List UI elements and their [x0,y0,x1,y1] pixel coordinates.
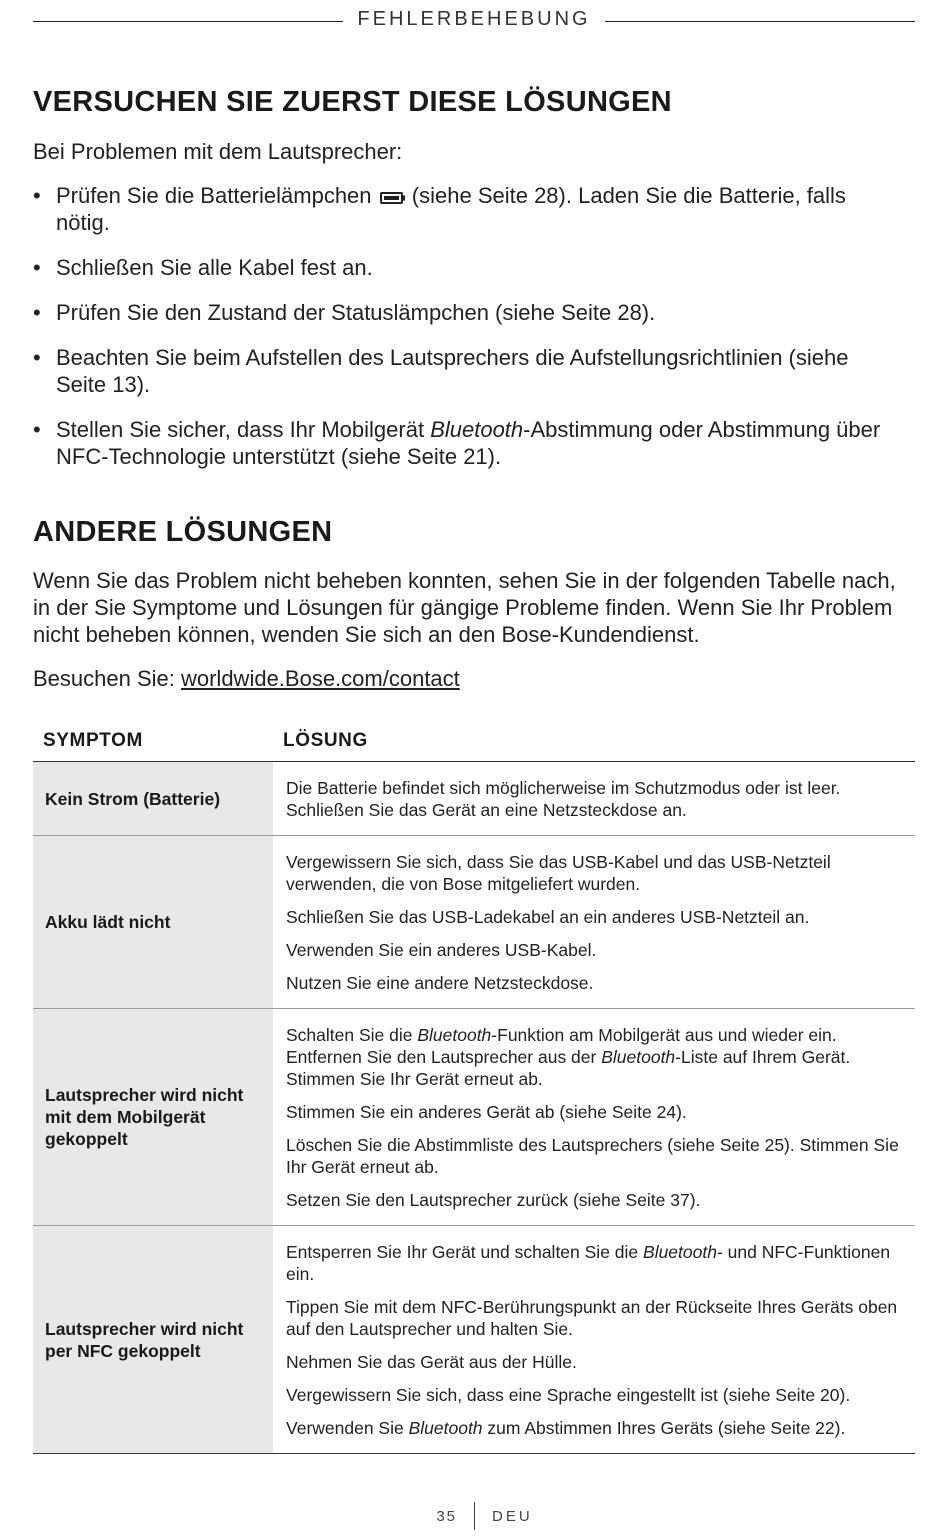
other-solutions-text: Wenn Sie das Problem nicht beheben konnten, sehen Sie in der folgenden Tabelle nach, in der Sie Symptome und Lösungen für gängige Probleme finden. Wenn Sie Ihr Problem nicht beheben können, wenden Sie sich an den Bose-Kundendienst. [33,568,896,647]
solution-step: Setzen Sie den Lautsprecher zurück (siehe Seite 37). [286,1190,701,1210]
solution-step: Nehmen Sie das Gerät aus der Hülle. [286,1352,577,1372]
language-code: DEU [492,1508,533,1525]
solution-step: Vergewissern Sie sich, dass Sie das USB-Kabel und das USB-Netzteil verwenden, die von Bose mitgeliefert wurden. [286,852,831,894]
table-header-row [33,722,915,762]
heading-other-solutions: ANDERE LÖSUNGEN [33,516,333,548]
page-number: 35 [436,1508,457,1525]
first-solutions-list [33,182,893,488]
symptom-cell: Kein Strom (Batterie) [33,762,273,836]
solution-step: Verwenden Sie Bluetooth zum Abstimmen Ihres Geräts (siehe Seite 22). [286,1418,846,1438]
symptom-cell: Lautsprecher wird nicht mit dem Mobilgerät gekoppelt [33,1009,273,1226]
list-item [33,416,893,470]
column-header-symptom: SYMPTOM [33,722,273,762]
bluetooth-term: Bluetooth [601,1047,676,1067]
section-header-label: FEHLERBEHEBUNG [357,8,591,30]
solution-cell [273,762,915,836]
bluetooth-term: Bluetooth [408,1418,483,1438]
solution-cell [273,1009,915,1226]
table-row [33,1009,915,1226]
page-footer [33,1502,915,1532]
bullet-text: Prüfen Sie die Batterielämpchen [56,183,372,208]
solution-step: Verwenden Sie ein anderes USB-Kabel. [286,940,597,960]
table-row [33,762,915,836]
header-rule-right [605,21,915,22]
contact-link[interactable]: worldwide.Bose.com/contact [180,666,460,691]
bluetooth-term: Bluetooth [417,1025,492,1045]
solution-step: Vergewissern Sie sich, dass eine Sprache eingestellt ist (siehe Seite 20). [286,1385,851,1405]
symptom-cell: Lautsprecher wird nicht per NFC gekoppelt [33,1226,273,1454]
troubleshooting-table [33,722,915,1454]
intro-text: Bei Problemen mit dem Lautsprecher: [33,139,403,164]
column-header-solution: LÖSUNG [273,722,915,762]
solution-cell [273,1226,915,1454]
symptom-cell: Akku lädt nicht [33,836,273,1009]
visit-line [33,665,915,692]
visit-label: Besuchen Sie: [33,666,181,691]
bullet-text: -Abstimmung oder Abstimmung über NFC-Technologie unterstützt (siehe Seite 21). [56,417,881,469]
footer-divider [474,1502,475,1530]
solution-step: Tippen Sie mit dem NFC-Berührungspunkt an der Rückseite Ihres Geräts oben auf den Lautsprecher und halten Sie. [286,1297,898,1339]
solution-step: Löschen Sie die Abstimmliste des Lautsprechers (siehe Seite 25). Stimmen Sie Ihr Gerät erneut ab. [286,1135,899,1177]
solution-step: Schalten Sie die Bluetooth-Funktion am Mobilgerät aus und wieder ein. Entfernen Sie den Lautsprecher aus der Bluetooth-Liste auf Ihrem Gerät. Stimmen Sie Ihr Gerät erneut ab. [286,1025,851,1089]
list-item: • Beachten Sie beim Aufstellen des Lautsprechers die Aufstellungsrichtlinien (siehe Seite 13). [33,344,893,398]
solution-step: Schließen Sie das USB-Ladekabel an ein anderes USB-Netzteil an. [286,907,810,927]
bullet-text: (siehe Seite 28). Laden Sie die Batterie, falls nötig. [56,183,846,235]
bullet-text: Stellen Sie sicher, dass Ihr Mobilgerät [56,417,431,442]
list-item: • Schließen Sie alle Kabel fest an. [33,254,893,281]
bluetooth-term: Bluetooth [643,1242,717,1262]
solution-step: Die Batterie befindet sich möglicherweise im Schutzmodus oder ist leer. Schließen Sie das Gerät an eine Netzsteckdose an. [286,778,841,820]
list-item: • Prüfen Sie den Zustand der Statuslämpchen (siehe Seite 28). [33,299,893,326]
solution-step: Stimmen Sie ein anderes Gerät ab (siehe Seite 24). [286,1102,687,1122]
heading-try-first: VERSUCHEN SIE ZUERST DIESE LÖSUNGEN [33,86,672,118]
solution-step: Nutzen Sie eine andere Netzsteckdose. [286,973,594,993]
section-header [33,8,915,34]
bluetooth-term: Bluetooth [430,417,524,442]
table-row [33,1226,915,1454]
table-row [33,836,915,1009]
solution-step: Entsperren Sie Ihr Gerät und schalten Sie die Bluetooth- und NFC-Funktionen ein. [286,1242,891,1284]
list-item [33,182,893,236]
solution-cell [273,836,915,1009]
battery-icon [380,183,406,195]
